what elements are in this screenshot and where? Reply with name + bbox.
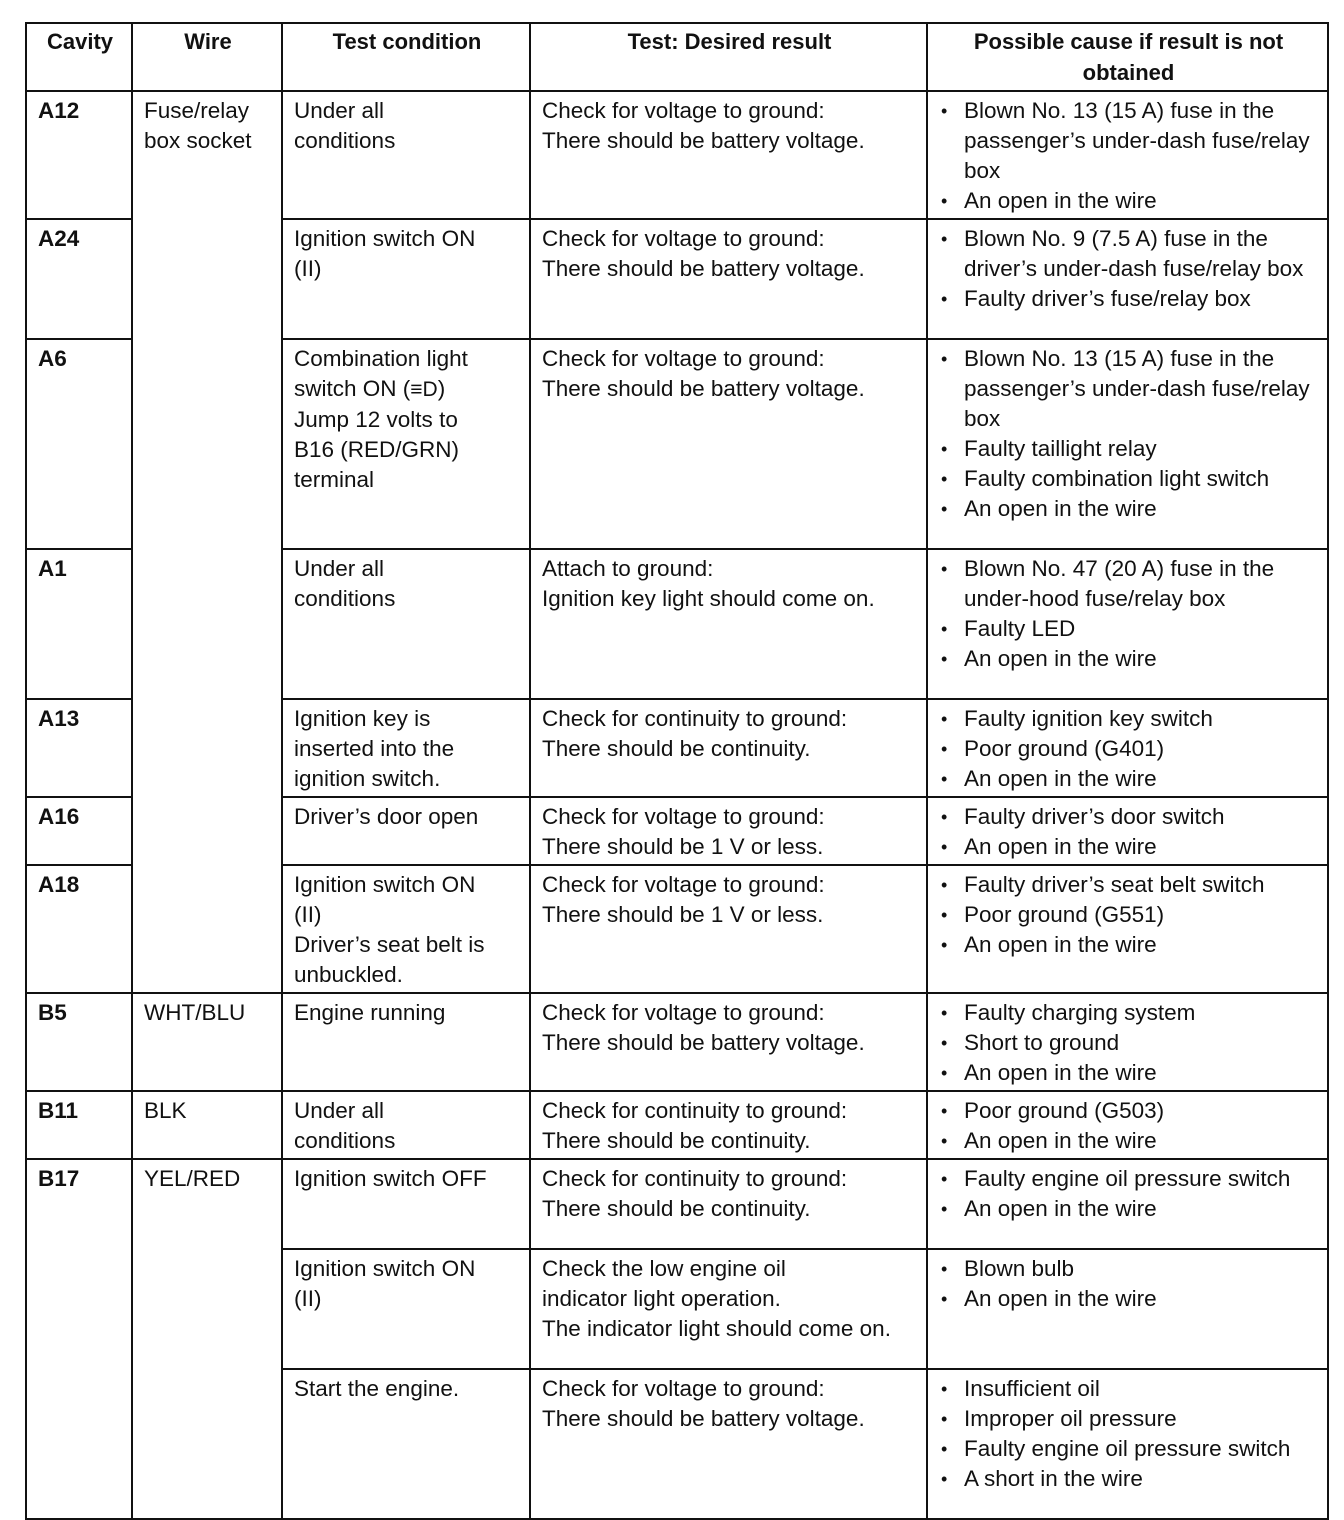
header-wire: Wire <box>132 23 282 91</box>
result-line: The indicator light should come on. <box>542 1316 891 1341</box>
condition-line: Start the engine. <box>294 1376 460 1401</box>
result-cell <box>530 865 927 993</box>
headlight-icon: ≡D <box>410 378 438 401</box>
list-item: • An open in the wire <box>939 1284 1318 1314</box>
condition-line: Under all <box>294 556 385 581</box>
cause-list <box>939 1164 1318 1224</box>
condition-cell <box>282 993 530 1091</box>
condition-cell <box>282 1159 530 1249</box>
result-line: There should be 1 V or less. <box>542 902 824 927</box>
cavity-cell: A24 <box>26 219 132 339</box>
result-cell <box>530 1091 927 1159</box>
list-item: • Short to ground <box>939 1028 1318 1058</box>
cavity-cell: A13 <box>26 699 132 797</box>
cause-cell <box>927 549 1328 699</box>
result-cell <box>530 1249 927 1369</box>
cause-cell <box>927 91 1328 219</box>
cavity-cell: B17 <box>26 1159 132 1519</box>
result-cell <box>530 797 927 865</box>
condition-text: switch ON ( <box>294 376 411 401</box>
list-item: • Insufficient oil <box>939 1374 1318 1404</box>
list-item: • Faulty ignition key switch <box>939 704 1318 734</box>
condition-line: (II) <box>294 256 322 281</box>
result-cell <box>530 549 927 699</box>
result-line: Check the low engine oil <box>542 1256 786 1281</box>
list-item: • Blown bulb <box>939 1254 1318 1284</box>
list-item: • An open in the wire <box>939 1126 1318 1156</box>
condition-cell <box>282 865 530 993</box>
condition-line: conditions <box>294 128 396 153</box>
condition-line <box>294 374 520 405</box>
wire-cell: Fuse/relay box socket <box>132 91 282 993</box>
result-line: Check for voltage to ground: <box>542 872 825 897</box>
condition-line: Ignition switch ON <box>294 872 476 897</box>
condition-line: conditions <box>294 586 396 611</box>
cause-list <box>939 1096 1318 1156</box>
result-line: Check for continuity to ground: <box>542 706 848 731</box>
wire-cell: BLK <box>132 1091 282 1159</box>
troubleshooting-table <box>25 22 1329 1520</box>
condition-line: (II) <box>294 902 322 927</box>
condition-cell <box>282 91 530 219</box>
result-cell <box>530 219 927 339</box>
condition-line: terminal <box>294 467 375 492</box>
list-item: • Faulty driver’s fuse/relay box <box>939 284 1318 314</box>
cause-cell <box>927 1091 1328 1159</box>
result-line: Check for voltage to ground: <box>542 1000 825 1025</box>
condition-line: Under all <box>294 1098 385 1123</box>
list-item: • Faulty driver’s seat belt switch <box>939 870 1318 900</box>
cause-list <box>939 998 1318 1088</box>
table-row <box>26 91 1328 219</box>
cavity-cell: A18 <box>26 865 132 993</box>
condition-line: Ignition switch ON <box>294 226 476 251</box>
condition-line: Driver’s door open <box>294 804 479 829</box>
condition-text: ) <box>437 376 446 401</box>
cause-cell <box>927 339 1328 549</box>
cause-list <box>939 1254 1318 1314</box>
result-line: Check for voltage to ground: <box>542 98 825 123</box>
list-item: • Poor ground (G551) <box>939 900 1318 930</box>
result-line: Attach to ground: <box>542 556 714 581</box>
list-item: • Blown No. 47 (20 A) fuse in the under-hood fuse/relay box <box>939 554 1318 614</box>
list-item: • Blown No. 13 (15 A) fuse in the passenger’s under-dash fuse/relay box <box>939 96 1318 186</box>
condition-line: conditions <box>294 1128 396 1153</box>
list-item: • A short in the wire <box>939 1464 1318 1494</box>
result-line: There should be continuity. <box>542 1196 811 1221</box>
condition-cell <box>282 339 530 549</box>
list-item: • Faulty driver’s door switch <box>939 802 1318 832</box>
list-item: • An open in the wire <box>939 1194 1318 1224</box>
cause-list <box>939 870 1318 960</box>
condition-line: Jump 12 volts to <box>294 407 458 432</box>
condition-line: Driver’s seat belt is <box>294 932 485 957</box>
condition-line: Engine running <box>294 1000 446 1025</box>
condition-cell <box>282 797 530 865</box>
list-item: • Blown No. 9 (7.5 A) fuse in the driver’s under-dash fuse/relay box <box>939 224 1318 284</box>
result-line: Check for continuity to ground: <box>542 1098 848 1123</box>
result-line: Check for continuity to ground: <box>542 1166 848 1191</box>
result-line: Check for voltage to ground: <box>542 346 825 371</box>
cavity-cell: B11 <box>26 1091 132 1159</box>
cause-list <box>939 802 1318 862</box>
list-item: • Blown No. 13 (15 A) fuse in the passenger’s under-dash fuse/relay box <box>939 344 1318 434</box>
list-item: • Poor ground (G503) <box>939 1096 1318 1126</box>
condition-cell <box>282 549 530 699</box>
trouble-table-page <box>25 22 1327 1520</box>
condition-line: Under all <box>294 98 385 123</box>
result-line: Check for voltage to ground: <box>542 1376 825 1401</box>
condition-cell <box>282 1091 530 1159</box>
list-item: • An open in the wire <box>939 494 1318 524</box>
list-item: • An open in the wire <box>939 832 1318 862</box>
condition-line: B16 (RED/GRN) <box>294 437 460 462</box>
table-row <box>26 993 1328 1091</box>
list-item: • Poor ground (G401) <box>939 734 1318 764</box>
cavity-cell: B5 <box>26 993 132 1091</box>
result-line: There should be continuity. <box>542 736 811 761</box>
cause-cell <box>927 797 1328 865</box>
cause-cell <box>927 1249 1328 1369</box>
condition-line: inserted into the <box>294 736 455 761</box>
list-item: • An open in the wire <box>939 644 1318 674</box>
cause-list <box>939 704 1318 794</box>
result-line: There should be battery voltage. <box>542 1030 865 1055</box>
condition-cell <box>282 1249 530 1369</box>
result-line: There should be battery voltage. <box>542 128 865 153</box>
result-cell <box>530 1159 927 1249</box>
wire-cell: WHT/BLU <box>132 993 282 1091</box>
header-possible-cause: Possible cause if result is not obtained <box>927 23 1328 91</box>
header-desired-result: Test: Desired result <box>530 23 927 91</box>
condition-line: ignition switch. <box>294 766 441 791</box>
condition-cell <box>282 219 530 339</box>
list-item: • An open in the wire <box>939 764 1318 794</box>
result-cell <box>530 91 927 219</box>
result-line: Check for voltage to ground: <box>542 804 825 829</box>
list-item: • Faulty taillight relay <box>939 434 1318 464</box>
condition-line: Combination light <box>294 346 468 371</box>
cavity-cell: A1 <box>26 549 132 699</box>
condition-line: Ignition switch OFF <box>294 1166 487 1191</box>
list-item: • Faulty engine oil pressure switch <box>939 1164 1318 1194</box>
condition-line: (II) <box>294 1286 322 1311</box>
result-cell <box>530 339 927 549</box>
result-line: Check for voltage to ground: <box>542 226 825 251</box>
result-cell <box>530 699 927 797</box>
result-line: There should be continuity. <box>542 1128 811 1153</box>
list-item: • An open in the wire <box>939 930 1318 960</box>
condition-cell <box>282 1369 530 1519</box>
cause-cell <box>927 699 1328 797</box>
result-line: indicator light operation. <box>542 1286 781 1311</box>
cavity-cell: A16 <box>26 797 132 865</box>
table-row <box>26 1091 1328 1159</box>
result-line: There should be 1 V or less. <box>542 834 824 859</box>
condition-line: Ignition switch ON <box>294 1256 476 1281</box>
list-item: • Faulty engine oil pressure switch <box>939 1434 1318 1464</box>
result-line: There should be battery voltage. <box>542 1406 865 1431</box>
list-item: • An open in the wire <box>939 1058 1318 1088</box>
result-line: There should be battery voltage. <box>542 376 865 401</box>
table-row <box>26 1159 1328 1249</box>
list-item: • Faulty combination light switch <box>939 464 1318 494</box>
header-row <box>26 23 1328 91</box>
cause-list <box>939 344 1318 524</box>
cavity-cell: A6 <box>26 339 132 549</box>
cause-cell <box>927 993 1328 1091</box>
result-cell <box>530 993 927 1091</box>
cause-cell <box>927 1369 1328 1519</box>
result-cell <box>530 1369 927 1519</box>
cause-list <box>939 1374 1318 1494</box>
condition-line: Ignition key is <box>294 706 431 731</box>
header-cavity: Cavity <box>26 23 132 91</box>
result-line: Ignition key light should come on. <box>542 586 875 611</box>
cause-cell <box>927 1159 1328 1249</box>
cause-cell <box>927 219 1328 339</box>
list-item: • Faulty charging system <box>939 998 1318 1028</box>
condition-cell <box>282 699 530 797</box>
cause-list <box>939 96 1318 216</box>
header-test-condition: Test condition <box>282 23 530 91</box>
list-item: • Improper oil pressure <box>939 1404 1318 1434</box>
cause-list <box>939 224 1318 314</box>
condition-line: unbuckled. <box>294 962 403 987</box>
cause-cell <box>927 865 1328 993</box>
list-item: • An open in the wire <box>939 186 1318 216</box>
result-line: There should be battery voltage. <box>542 256 865 281</box>
list-item: • Faulty LED <box>939 614 1318 644</box>
cause-list <box>939 554 1318 674</box>
cavity-cell: A12 <box>26 91 132 219</box>
wire-cell: YEL/RED <box>132 1159 282 1519</box>
